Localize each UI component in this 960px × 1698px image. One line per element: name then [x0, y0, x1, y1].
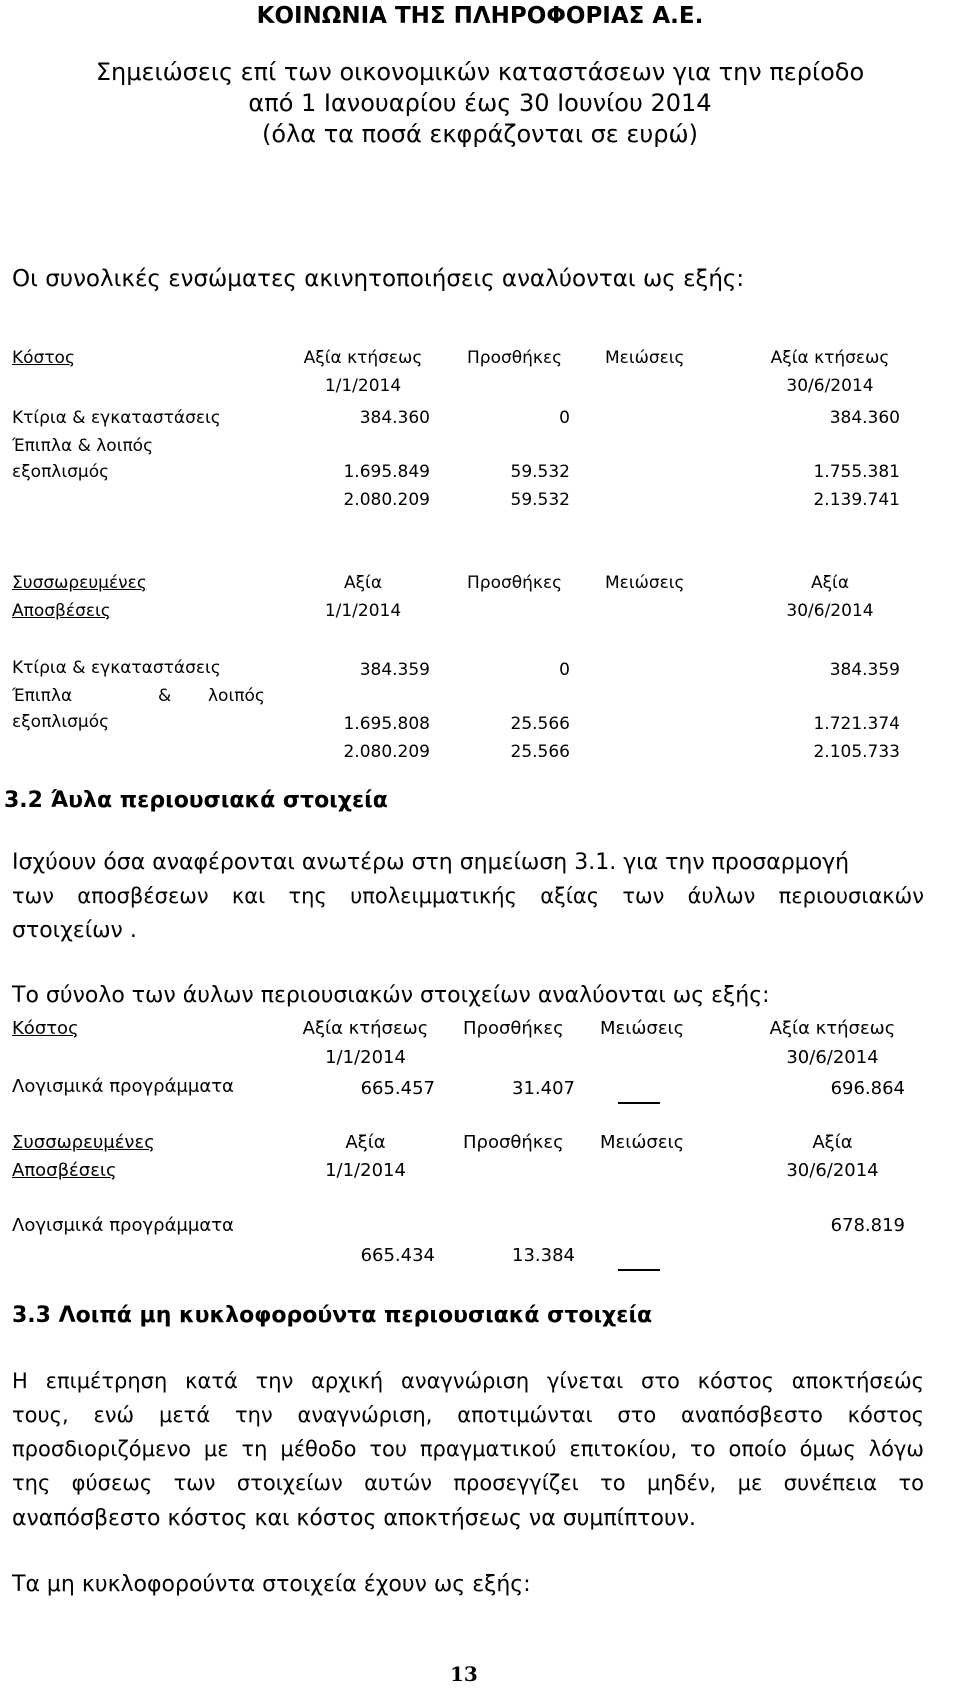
int-dep-header-value-end-date: 30/6/2014 — [786, 1160, 879, 1181]
cost-row-buildings-v2: 0 — [559, 408, 570, 428]
other-para-line-1: Η επιμέτρηση κατά την αρχική αναγνώριση γίνεται στο κόστος αποκτήσεώς — [12, 1369, 924, 1393]
dep-header-reductions: Μειώσεις — [605, 573, 685, 593]
dep-row-buildings-v1: 384.359 — [359, 660, 430, 680]
cost-row-furniture-v2: 59.532 — [510, 462, 570, 482]
dep-header-additions: Προσθήκες — [467, 573, 563, 593]
cost-header-value-end: Αξία κτήσεως — [770, 348, 890, 368]
int-dep-header-label-b: Αποσβέσεις — [12, 1160, 117, 1181]
cost-total-v4: 2.139.741 — [813, 490, 900, 510]
intangible-para-line-2: των αποσβέσεων και της υπολειμματικής αξίας των άυλων περιουσιακών — [12, 884, 924, 908]
dep-row-buildings-v2: 0 — [559, 660, 570, 680]
cost-row-furniture-label-a: Έπιπλα & λοιπός — [12, 436, 154, 456]
cost-total-v2: 59.532 — [510, 490, 570, 510]
int-cost-header-value-end-date: 30/6/2014 — [786, 1047, 879, 1068]
cost-header-additions: Προσθήκες — [467, 348, 563, 368]
dep-header-value-end: Αξία — [810, 573, 850, 593]
dep-total-v2: 25.566 — [510, 742, 570, 762]
int-cost-row-software-reductions-dash — [618, 1089, 660, 1108]
dep-row-furniture-v2: 25.566 — [510, 714, 570, 734]
intangible-intro: Το σύνολο των άυλων περιουσιακών στοιχείων αναλύονται ως εξής: — [12, 983, 770, 1008]
dep-row-furniture-word-1: Έπιπλα — [12, 686, 73, 706]
intangible-para-line-1: Ισχύουν όσα αναφέρονται ανωτέρω στη σημείωση 3.1. για την προσαρμογή — [12, 850, 850, 875]
dep-row-furniture-v1: 1.695.808 — [343, 714, 430, 734]
int-cost-header-reductions: Μειώσεις — [600, 1018, 685, 1039]
int-dep-header-label-a: Συσσωρευμένες — [12, 1132, 155, 1153]
cost-row-buildings-v1: 384.360 — [359, 408, 430, 428]
int-dep-header-additions: Προσθήκες — [463, 1132, 564, 1153]
dep-row-furniture-label-b: εξοπλισμός — [12, 712, 110, 732]
other-para-line-5: αναπόσβεστο κόστος και κόστος αποκτήσεως να συμπίπτουν. — [12, 1506, 697, 1531]
dep-total-v1: 2.080.209 — [343, 742, 430, 762]
cost-row-furniture-label-b: εξοπλισμός — [12, 462, 110, 482]
page-number: 13 — [450, 1662, 478, 1686]
int-dep-row-software-v4: 678.819 — [830, 1215, 905, 1236]
int-cost-header-label: Κόστος — [12, 1018, 79, 1039]
notes-title-line-2: από 1 Ιανουαρίου έως 30 Ιουνίου 2014 — [248, 89, 712, 117]
cost-header-value-start: Αξία κτήσεως — [303, 348, 423, 368]
dep-row-furniture-word-3: λοιπός — [208, 686, 265, 706]
section-heading-other-noncurrent: 3.3 Λοιπά μη κυκλοφορούντα περιουσιακά στοιχεία — [12, 1303, 653, 1328]
cost-header-label: Κόστος — [12, 348, 75, 368]
int-cost-row-software-v2: 31.407 — [512, 1078, 575, 1099]
dep-header-label-a: Συσσωρευμένες — [12, 573, 147, 593]
cost-row-furniture-v4: 1.755.381 — [813, 462, 900, 482]
int-dep-row-software-v2: 13.384 — [512, 1245, 575, 1266]
dep-row-buildings-label: Κτίρια & εγκαταστάσεις — [12, 658, 221, 678]
cost-total-v1: 2.080.209 — [343, 490, 430, 510]
int-dep-row-software-reductions-dash — [618, 1256, 660, 1275]
int-cost-header-value-start: Αξία κτήσεως — [302, 1018, 429, 1039]
intangible-para-line-3: στοιχείων . — [12, 918, 137, 943]
int-cost-header-value-end: Αξία κτήσεως — [769, 1018, 896, 1039]
int-dep-header-value-start-date: 1/1/2014 — [325, 1160, 406, 1181]
int-cost-header-value-start-date: 1/1/2014 — [325, 1047, 406, 1068]
cost-row-furniture-v1: 1.695.849 — [343, 462, 430, 482]
company-name: ΚΟΙΝΩΝΙΑ ΤΗΣ ΠΛΗΡΟΦΟΡΙΑΣ Α.Ε. — [256, 3, 704, 29]
dep-header-value-end-date: 30/6/2014 — [786, 601, 874, 621]
cost-header-reductions: Μειώσεις — [605, 348, 685, 368]
dep-row-buildings-v4: 384.359 — [829, 660, 900, 680]
dep-row-furniture-word-2: & — [158, 686, 172, 706]
int-dep-header-value-start: Αξία — [345, 1132, 386, 1153]
int-dep-header-reductions: Μειώσεις — [600, 1132, 685, 1153]
int-cost-row-software-v1: 665.457 — [360, 1078, 435, 1099]
int-dep-row-software-label: Λογισμικά προγράμματα — [12, 1215, 234, 1236]
dep-header-value-start-date: 1/1/2014 — [324, 601, 402, 621]
cost-row-buildings-v4: 384.360 — [829, 408, 900, 428]
other-para-line-3: προσδιοριζόμενο με τη μέθοδο του πραγματικού επιτοκίου, το οποίο όμως λόγω — [12, 1437, 924, 1461]
int-cost-row-software-label: Λογισμικά προγράμματα — [12, 1076, 234, 1097]
other-para-line-2: τους, ενώ μετά την αναγνώριση, αποτιμώνται στο αναπόσβεστο κόστος — [12, 1403, 924, 1427]
int-dep-row-software-v1: 665.434 — [360, 1245, 435, 1266]
other-para-line-4: της φύσεως των στοιχείων αυτών προσεγγίζει το μηδέν, με συνέπεια το — [12, 1471, 924, 1495]
dep-header-value-start: Αξία — [343, 573, 383, 593]
cost-row-buildings-label: Κτίρια & εγκαταστάσεις — [12, 408, 221, 428]
int-cost-header-additions: Προσθήκες — [463, 1018, 564, 1039]
other-tail-sentence: Τα μη κυκλοφορούντα στοιχεία έχουν ως εξής: — [12, 1572, 531, 1597]
dep-header-label-b: Αποσβέσεις — [12, 601, 111, 621]
tangible-intro: Οι συνολικές ενσώματες ακινητοποιήσεις αναλύονται ως εξής: — [12, 266, 745, 292]
dep-total-v4: 2.105.733 — [813, 742, 900, 762]
notes-title-line-3: (όλα τα ποσά εκφράζονται σε ευρώ) — [262, 120, 698, 148]
section-heading-intangible: 3.2 Άυλα περιουσιακά στοιχεία — [4, 788, 388, 813]
cost-header-value-end-date: 30/6/2014 — [786, 376, 874, 396]
int-cost-row-software-v4: 696.864 — [830, 1078, 905, 1099]
notes-title-line-1: Σημειώσεις επί των οικονομικών καταστάσεων για την περίοδο — [95, 58, 865, 86]
int-dep-header-value-end: Αξία — [812, 1132, 853, 1153]
cost-header-value-start-date: 1/1/2014 — [324, 376, 402, 396]
dep-row-furniture-v4: 1.721.374 — [813, 714, 900, 734]
